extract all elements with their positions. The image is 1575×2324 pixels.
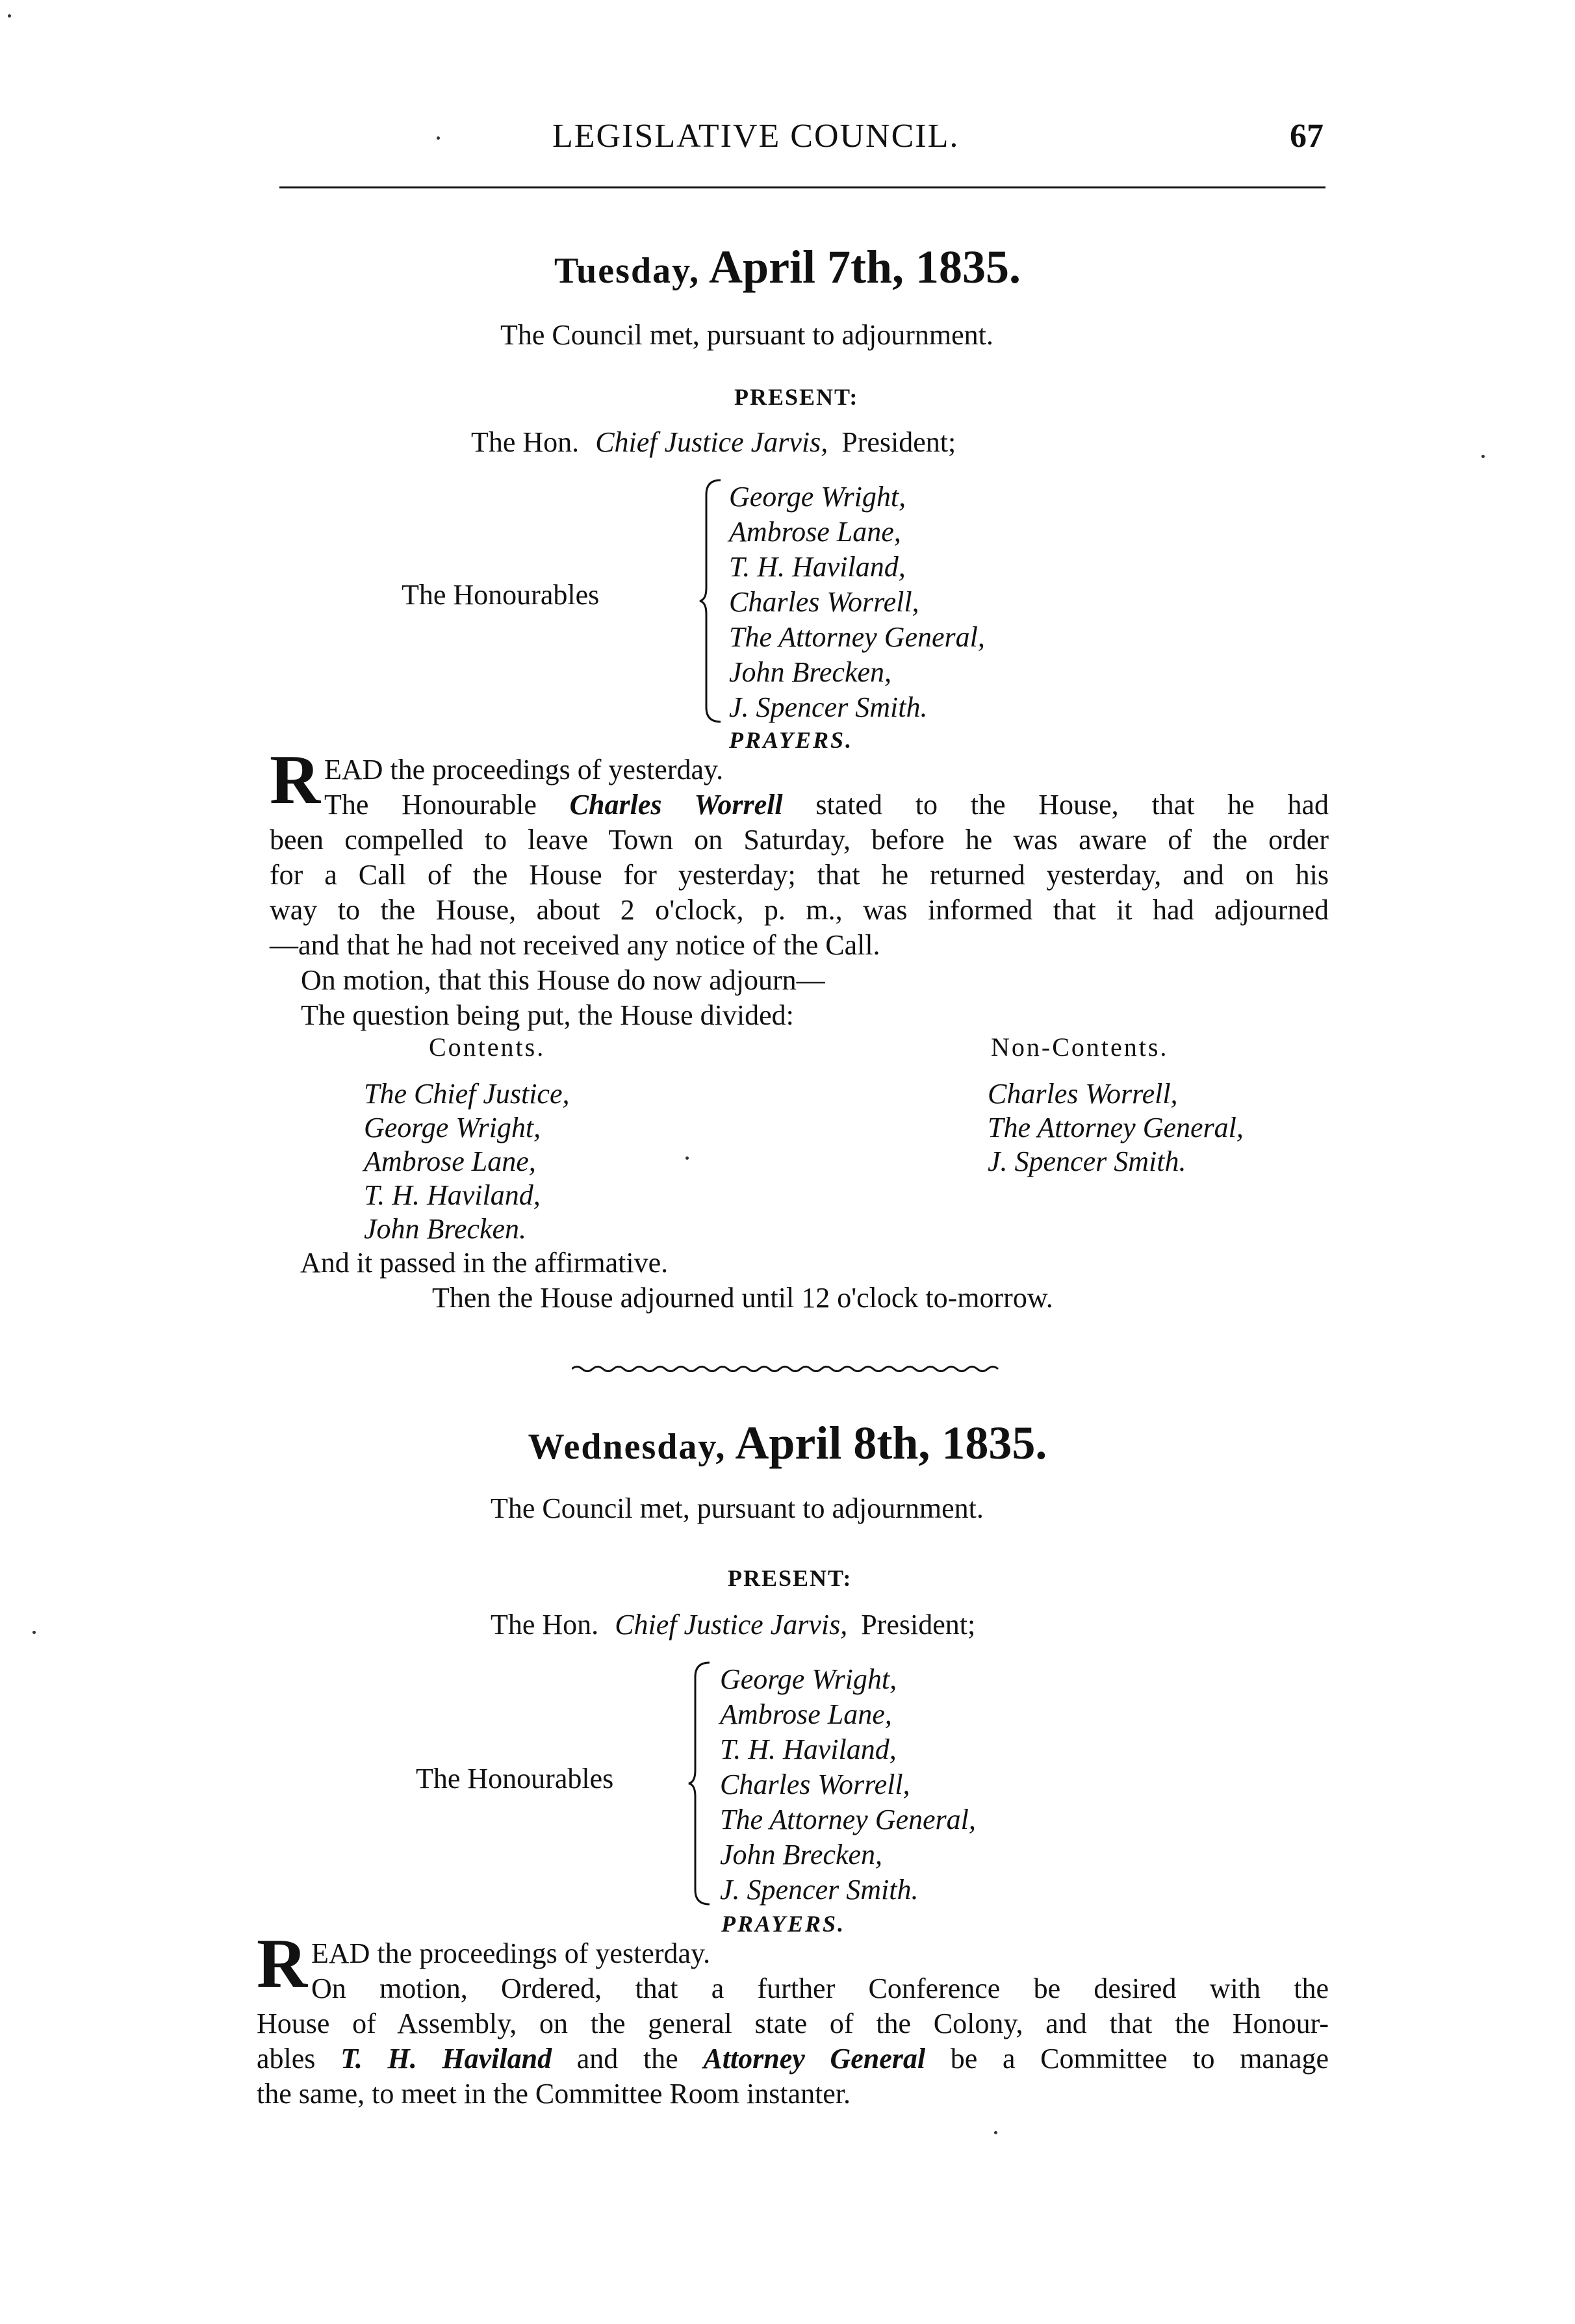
wednesday-member: The Attorney General,	[720, 1804, 976, 1835]
non-contents-name: J. Spencer Smith.	[988, 1145, 1186, 1177]
tuesday-statement-line5: —and that he had not received any notice of the Call.	[270, 929, 880, 961]
wednesday-order-line4: the same, to meet in the Committee Room instanter.	[257, 2078, 851, 2110]
contents-name: The Chief Justice,	[364, 1078, 570, 1110]
scan-speck	[994, 2131, 997, 2134]
tuesday-member: The Attorney General,	[729, 621, 985, 653]
tuesday-statement-line4: way to the House, about 2 o'clock, p. m., was informed that it had adjourned	[270, 894, 1329, 926]
tuesday-heading-date: April 7th, 1835.	[709, 241, 1021, 293]
tuesday-adjourned: Then the House adjourned until 12 o'clock to-morrow.	[432, 1282, 1053, 1314]
non-contents-name: The Attorney General,	[988, 1112, 1244, 1143]
non-contents-list	[988, 1077, 1244, 1179]
wednesday-president-suffix: President;	[861, 1609, 976, 1641]
wednesday-met: The Council met, pursuant to adjournment.	[491, 1492, 984, 1524]
tuesday-president-suffix: President;	[841, 426, 956, 458]
tuesday-proceedings	[270, 741, 1329, 1033]
tuesday-statement-line3: for a Call of the House for yesterday; that he returned yesterday, and on his	[270, 859, 1329, 891]
wednesday-member: Ambrose Lane,	[720, 1698, 892, 1730]
running-title: LEGISLATIVE COUNCIL.	[552, 118, 960, 155]
wednesday-order-line3-c: be a Committee to manage	[950, 2043, 1329, 2075]
wednesday-brace	[687, 1660, 713, 1907]
non-contents-name: Charles Worrell,	[988, 1078, 1178, 1110]
wednesday-heading-day: Wednesday,	[528, 1427, 726, 1467]
tuesday-honourables-label: The Honourables	[402, 579, 600, 611]
tuesday-prayers: PRAYERS.	[729, 727, 854, 753]
scan-speck	[32, 1631, 36, 1634]
tuesday-members-list	[729, 479, 985, 725]
contents-name: George Wright,	[364, 1112, 541, 1143]
contents-heading: Contents.	[429, 1032, 546, 1062]
wednesday-order-name2: Attorney General	[703, 2043, 926, 2075]
wednesday-order-line1: On motion, Ordered, that a further Conference be desired with the	[311, 1973, 1329, 2004]
tuesday-motion: On motion, that this House do now adjourn—	[301, 964, 825, 996]
page-number: 67	[1290, 118, 1324, 155]
tuesday-present-label: PRESENT:	[734, 384, 859, 410]
tuesday-dropcap: R	[270, 741, 320, 819]
tuesday-statement-name: Charles Worrell	[569, 789, 783, 821]
tuesday-brace	[698, 478, 724, 724]
tuesday-statement-line1: stated to the House, that he had	[815, 789, 1329, 821]
wednesday-present-label: PRESENT:	[728, 1565, 852, 1591]
wednesday-president-prefix: The Hon.	[491, 1609, 599, 1641]
tuesday-member: T. H. Haviland,	[729, 551, 906, 583]
tuesday-affirmative: And it passed in the affirmative.	[300, 1247, 669, 1279]
tuesday-question: The question being put, the House divided:	[301, 999, 794, 1031]
wednesday-heading	[0, 1416, 1575, 1470]
tuesday-read-line: EAD the proceedings of yesterday.	[324, 754, 724, 785]
tuesday-statement-line	[270, 787, 1329, 823]
tuesday-heading-day: Tuesday,	[554, 251, 700, 291]
scan-speck	[437, 136, 440, 140]
wednesday-member: George Wright,	[720, 1663, 897, 1695]
wednesday-honourables-label: The Honourables	[416, 1763, 614, 1794]
wednesday-proceedings	[257, 1925, 1329, 2112]
section-divider	[572, 1364, 1007, 1373]
wednesday-order-line2: House of Assembly, on the general state of the Colony, and that the Honour-	[257, 2008, 1329, 2039]
scan-speck	[685, 1156, 689, 1160]
tuesday-heading	[0, 240, 1575, 294]
contents-list	[364, 1077, 570, 1246]
wednesday-order-name1: T. H. Haviland	[340, 2043, 552, 2075]
non-contents-heading: Non-Contents.	[991, 1032, 1169, 1062]
tuesday-member: Charles Worrell,	[729, 586, 919, 618]
wednesday-members-list	[720, 1662, 976, 1908]
tuesday-member: John Brecken,	[729, 656, 892, 688]
wednesday-order-line3-a: ables	[257, 2043, 316, 2075]
scan-speck	[1481, 455, 1485, 458]
wednesday-member: T. H. Haviland,	[720, 1733, 897, 1765]
wednesday-president-name: Chief Justice Jarvis,	[615, 1609, 848, 1641]
tuesday-president-name: Chief Justice Jarvis,	[595, 426, 828, 458]
wednesday-order-line3	[257, 2041, 1329, 2076]
wednesday-member: J. Spencer Smith.	[720, 1874, 919, 1906]
tuesday-member: J. Spencer Smith.	[729, 691, 928, 723]
scan-speck	[8, 14, 11, 18]
tuesday-president-prefix: The Hon.	[471, 426, 580, 458]
header-rule	[279, 186, 1325, 188]
wednesday-president-line	[491, 1608, 975, 1641]
tuesday-statement-line2: been compelled to leave Town on Saturday, before he was aware of the order	[270, 824, 1329, 856]
tuesday-member: Ambrose Lane,	[729, 516, 901, 548]
wednesday-order-line3-b: and the	[576, 2043, 678, 2075]
wednesday-dropcap: R	[257, 1925, 307, 2002]
tuesday-member: George Wright,	[729, 481, 906, 513]
wednesday-heading-date: April 8th, 1835.	[735, 1417, 1047, 1469]
wednesday-prayers: PRAYERS.	[721, 1911, 846, 1937]
contents-name: John Brecken.	[364, 1213, 527, 1245]
tuesday-president-line	[471, 426, 956, 459]
tuesday-met: The Council met, pursuant to adjournment.	[500, 319, 993, 351]
tuesday-statement-prefix: The Honourable	[324, 789, 537, 821]
wednesday-member: John Brecken,	[720, 1839, 883, 1871]
wednesday-read-line: EAD the proceedings of yesterday.	[311, 1937, 711, 1969]
wednesday-member: Charles Worrell,	[720, 1769, 910, 1800]
contents-name: Ambrose Lane,	[364, 1145, 536, 1177]
contents-name: T. H. Haviland,	[364, 1179, 541, 1211]
